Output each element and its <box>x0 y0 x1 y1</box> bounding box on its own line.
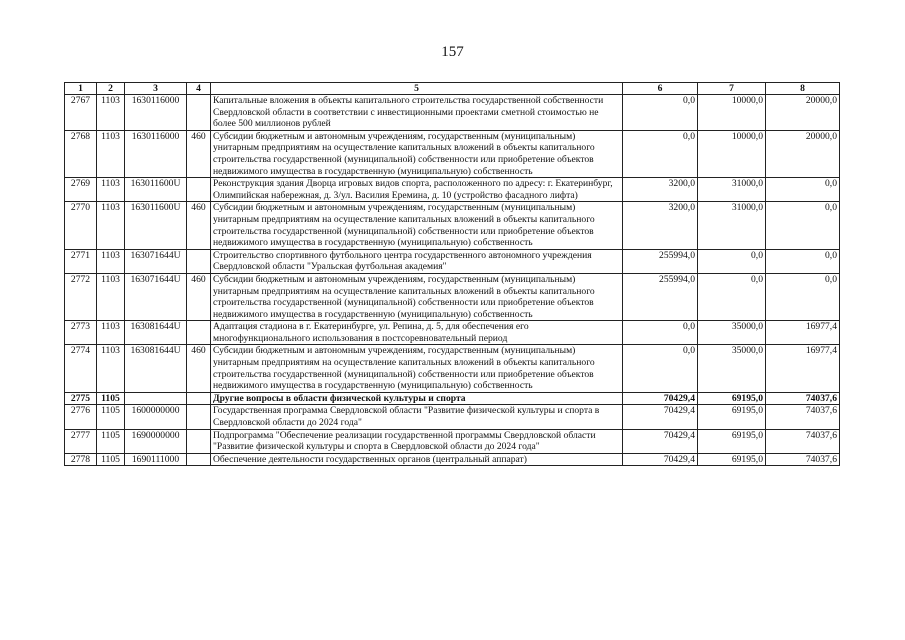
target-code-cell: 1630116000 <box>125 130 187 177</box>
section-code-cell: 1105 <box>97 429 125 453</box>
amount-year-3-cell: 74037,6 <box>766 405 840 429</box>
description-cell: Субсидии бюджетным и автономным учреждениям, государственным (муниципальным) унитарным предприятиям на осуществление капитальных вложений в объекты капитального строительства государственной (муниципальной) собственности или приобретение объектов недвижимого имущества в государственную (муниципальную) собственность <box>211 202 623 249</box>
table-row <box>65 429 840 453</box>
amount-year-2-cell: 10000,0 <box>698 130 766 177</box>
table-row <box>65 273 840 320</box>
section-code-cell: 1103 <box>97 178 125 202</box>
target-code-cell: 163011600U <box>125 178 187 202</box>
section-code-cell: 1105 <box>97 405 125 429</box>
amount-year-2-cell: 0,0 <box>698 249 766 273</box>
table-body <box>65 95 840 466</box>
amount-year-1-cell: 0,0 <box>623 345 698 392</box>
target-code-cell: 163011600U <box>125 202 187 249</box>
budget-table <box>64 82 840 466</box>
table-header-row <box>65 83 840 95</box>
row-number-cell: 2770 <box>65 202 97 249</box>
expense-type-cell <box>187 405 211 429</box>
table-row <box>65 392 840 405</box>
section-code-cell: 1105 <box>97 392 125 405</box>
amount-year-1-cell: 3200,0 <box>623 178 698 202</box>
target-code-cell: 163071644U <box>125 273 187 320</box>
description-cell: Обеспечение деятельности государственных органов (центральный аппарат) <box>211 453 623 466</box>
amount-year-3-cell: 74037,6 <box>766 392 840 405</box>
amount-year-1-cell: 0,0 <box>623 130 698 177</box>
amount-year-2-cell: 0,0 <box>698 273 766 320</box>
amount-year-2-cell: 10000,0 <box>698 95 766 131</box>
amount-year-3-cell: 20000,0 <box>766 130 840 177</box>
column-header-5: 5 <box>211 83 623 95</box>
amount-year-3-cell: 74037,6 <box>766 453 840 466</box>
amount-year-1-cell: 255994,0 <box>623 249 698 273</box>
expense-type-cell: 460 <box>187 202 211 249</box>
amount-year-2-cell: 35000,0 <box>698 321 766 345</box>
description-cell: Капитальные вложения в объекты капитального строительства государственной собственности Свердловской области в соответствии с инвестиционными проектами сметной стоимостью не более 500 миллионов рублей <box>211 95 623 131</box>
amount-year-3-cell: 74037,6 <box>766 429 840 453</box>
row-number-cell: 2771 <box>65 249 97 273</box>
section-code-cell: 1103 <box>97 130 125 177</box>
column-header-7: 7 <box>698 83 766 95</box>
description-cell: Реконструкция здания Дворца игровых видов спорта, расположенного по адресу: г. Екатеринбург, Олимпийская набережная, д. 3/ул. Василия Еремина, д. 10 (устройство фасадного лифта) <box>211 178 623 202</box>
target-code-cell: 163071644U <box>125 249 187 273</box>
page-number: 157 <box>441 44 464 60</box>
amount-year-1-cell: 70429,4 <box>623 392 698 405</box>
table-row <box>65 345 840 392</box>
description-cell: Адаптация стадиона в г. Екатеринбурге, ул. Репина, д. 5, для обеспечения его многофункционального использования в постсоревновательный период <box>211 321 623 345</box>
amount-year-2-cell: 69195,0 <box>698 405 766 429</box>
row-number-cell: 2768 <box>65 130 97 177</box>
section-code-cell: 1103 <box>97 273 125 320</box>
row-number-cell: 2776 <box>65 405 97 429</box>
target-code-cell: 1600000000 <box>125 405 187 429</box>
amount-year-1-cell: 3200,0 <box>623 202 698 249</box>
amount-year-2-cell: 69195,0 <box>698 429 766 453</box>
description-cell: Другие вопросы в области физической культуры и спорта <box>211 392 623 405</box>
row-number-cell: 2778 <box>65 453 97 466</box>
amount-year-1-cell: 70429,4 <box>623 453 698 466</box>
amount-year-3-cell: 16977,4 <box>766 345 840 392</box>
expense-type-cell: 460 <box>187 345 211 392</box>
target-code-cell: 163081644U <box>125 321 187 345</box>
target-code-cell: 1690000000 <box>125 429 187 453</box>
amount-year-3-cell: 0,0 <box>766 249 840 273</box>
amount-year-3-cell: 0,0 <box>766 202 840 249</box>
description-cell: Государственная программа Свердловской области "Развитие физической культуры и спорта в Свердловской области до 2024 года" <box>211 405 623 429</box>
expense-type-cell <box>187 429 211 453</box>
amount-year-1-cell: 70429,4 <box>623 405 698 429</box>
description-cell: Подпрограмма "Обеспечение реализации государственной программы Свердловской области "Развитие физической культуры и спорта в Свердловской области до 2024 года" <box>211 429 623 453</box>
target-code-cell: 1690111000 <box>125 453 187 466</box>
row-number-cell: 2774 <box>65 345 97 392</box>
amount-year-3-cell: 16977,4 <box>766 321 840 345</box>
description-cell: Субсидии бюджетным и автономным учреждениям, государственным (муниципальным) унитарным предприятиям на осуществление капитальных вложений в объекты капитального строительства государственной (муниципальной) собственности или приобретение объектов недвижимого имущества в государственную (муниципальную) собственность <box>211 273 623 320</box>
description-cell: Строительство спортивного футбольного центра государственного автономного учреждения Свердловской области "Уральская футбольная академия" <box>211 249 623 273</box>
expense-type-cell <box>187 95 211 131</box>
table-row <box>65 249 840 273</box>
amount-year-1-cell: 0,0 <box>623 321 698 345</box>
description-cell: Субсидии бюджетным и автономным учреждениям, государственным (муниципальным) унитарным предприятиям на осуществление капитальных вложений в объекты капитального строительства государственной (муниципальной) собственности или приобретение объектов недвижимого имущества в государственную (муниципальную) собственность <box>211 130 623 177</box>
table-row <box>65 405 840 429</box>
expense-type-cell: 460 <box>187 273 211 320</box>
expense-type-cell <box>187 392 211 405</box>
amount-year-2-cell: 69195,0 <box>698 453 766 466</box>
row-number-cell: 2775 <box>65 392 97 405</box>
row-number-cell: 2773 <box>65 321 97 345</box>
table-row <box>65 453 840 466</box>
section-code-cell: 1105 <box>97 453 125 466</box>
table-row <box>65 321 840 345</box>
description-cell: Субсидии бюджетным и автономным учреждениям, государственным (муниципальным) унитарным предприятиям на осуществление капитальных вложений в объекты капитального строительства государственной (муниципальной) собственности или приобретение объектов недвижимого имущества в государственную (муниципальную) собственность <box>211 345 623 392</box>
section-code-cell: 1103 <box>97 249 125 273</box>
amount-year-2-cell: 31000,0 <box>698 202 766 249</box>
row-number-cell: 2772 <box>65 273 97 320</box>
amount-year-3-cell: 0,0 <box>766 273 840 320</box>
table-row <box>65 178 840 202</box>
expense-type-cell <box>187 321 211 345</box>
amount-year-1-cell: 0,0 <box>623 95 698 131</box>
amount-year-2-cell: 69195,0 <box>698 392 766 405</box>
row-number-cell: 2769 <box>65 178 97 202</box>
section-code-cell: 1103 <box>97 202 125 249</box>
amount-year-2-cell: 31000,0 <box>698 178 766 202</box>
target-code-cell: 1630116000 <box>125 95 187 131</box>
section-code-cell: 1103 <box>97 321 125 345</box>
amount-year-1-cell: 70429,4 <box>623 429 698 453</box>
table-row <box>65 130 840 177</box>
column-header-8: 8 <box>766 83 840 95</box>
target-code-cell <box>125 392 187 405</box>
table-row <box>65 95 840 131</box>
column-header-2: 2 <box>97 83 125 95</box>
column-header-4: 4 <box>187 83 211 95</box>
row-number-cell: 2767 <box>65 95 97 131</box>
column-header-3: 3 <box>125 83 187 95</box>
column-header-6: 6 <box>623 83 698 95</box>
expense-type-cell <box>187 249 211 273</box>
amount-year-1-cell: 255994,0 <box>623 273 698 320</box>
section-code-cell: 1103 <box>97 345 125 392</box>
expense-type-cell <box>187 178 211 202</box>
section-code-cell: 1103 <box>97 95 125 131</box>
amount-year-3-cell: 20000,0 <box>766 95 840 131</box>
target-code-cell: 163081644U <box>125 345 187 392</box>
expense-type-cell: 460 <box>187 130 211 177</box>
amount-year-3-cell: 0,0 <box>766 178 840 202</box>
table-row <box>65 202 840 249</box>
amount-year-2-cell: 35000,0 <box>698 345 766 392</box>
row-number-cell: 2777 <box>65 429 97 453</box>
expense-type-cell <box>187 453 211 466</box>
column-header-1: 1 <box>65 83 97 95</box>
